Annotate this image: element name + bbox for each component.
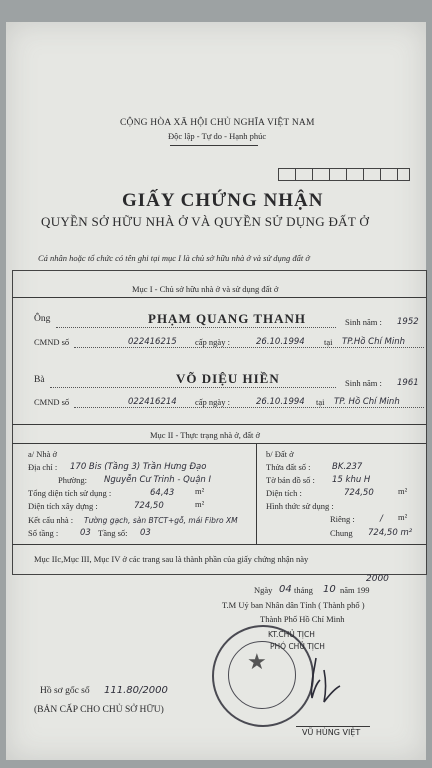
land-map-label: Tờ bản đồ số : <box>266 475 315 485</box>
land-private: / <box>380 514 383 524</box>
motto-underline <box>170 145 258 146</box>
intro-text: Cá nhân hoặc tổ chức có tên ghi tại mục I là chủ sở hữu nhà ở và sử dụng đất ở <box>38 253 310 263</box>
owner2-name: VÕ DIỆU HIỀN <box>176 371 280 386</box>
owner2-issued: 26.10.1994 <box>256 397 305 407</box>
house-structure: Tường gạch, sàn BTCT+gỗ, mái Fibro XM <box>84 516 238 525</box>
role-vice-chairman: PHÓ CHỦ TỊCH <box>270 642 325 651</box>
house-floor-area-label: Tổng diện tích sử dụng : <box>28 488 112 498</box>
owner2-id: 022416214 <box>128 397 177 407</box>
certificate-subtitle: QUYỀN SỞ HỮU NHÀ Ở VÀ QUYỀN SỬ DỤNG ĐẤT Ở <box>41 214 370 229</box>
owner2-birth-year: 1961 <box>397 378 419 388</box>
section2-column-divider <box>256 443 257 544</box>
owner1-name: PHẠM QUANG THANH <box>148 311 307 326</box>
committee-name: T.M Uỷ ban Nhân dân Tỉnh ( Thành phố ) <box>222 600 365 610</box>
owner2-prefix: Bà <box>34 375 45 385</box>
section2-top-divider <box>12 424 426 425</box>
house-floors: 03 <box>80 528 91 538</box>
section1-divider <box>12 297 426 298</box>
role-vice-chairman-signing: KT.CHỦ TỊCH <box>268 630 315 639</box>
house-floor-no-label: Tầng số: <box>98 528 128 538</box>
footer-note: Mục IIc,Mục III, Mục IV ở các trang sau là thành phần của giấy chứng nhận này <box>34 554 309 564</box>
section1-heading: Mục I - Chủ sở hữu nhà ở và sử dụng đất ở <box>132 284 279 294</box>
date-month: 10 <box>323 584 336 595</box>
house-ward-label: Phường: <box>58 475 87 485</box>
house-floor-area-unit: m² <box>195 486 205 496</box>
owner2-issued-label: cấp ngày : <box>195 397 230 407</box>
footer-divider <box>12 544 426 545</box>
house-build-area-label: Diện tích xây dựng : <box>28 501 98 511</box>
serial-number-boxes <box>278 168 410 181</box>
land-shared: 724,50 m² <box>368 528 413 538</box>
section2-heading: Mục II - Thực trạng nhà ở, đất ở <box>150 430 260 440</box>
official-seal: ★ <box>212 625 314 727</box>
handwritten-year: 2000 <box>366 574 389 584</box>
owner1-birth-year: 1952 <box>397 317 419 327</box>
house-floors-label: Số tầng : <box>28 528 59 538</box>
house-build-area-unit: m² <box>195 499 205 509</box>
signer-name: VŨ HÙNG VIỆT <box>302 728 361 737</box>
city-name: Thành Phố Hồ Chí Minh <box>260 614 345 624</box>
house-address: 170 Bis (Tầng 3) Trần Hưng Đạo <box>70 462 207 472</box>
house-floor-area: 64,43 <box>150 488 175 498</box>
republic-header: CỘNG HÒA XÃ HỘI CHỦ NGHĨA VIỆT NAM <box>120 118 315 128</box>
land-area: 724,50 <box>344 488 374 498</box>
owner2-place: TP. Hồ Chí Minh <box>334 397 400 407</box>
house-heading: a/ Nhà ở <box>28 449 58 459</box>
house-build-area: 724,50 <box>134 501 164 511</box>
land-plot-label: Thửa đất số : <box>266 462 311 472</box>
handwritten-signature <box>296 650 346 710</box>
date-month-label: tháng <box>294 585 313 595</box>
owner1-place: TP.Hồ Chí Minh <box>342 337 405 347</box>
land-map: 15 khu H <box>332 475 371 485</box>
land-private-label: Riêng : <box>330 514 355 524</box>
land-use-label: Hình thức sử dụng : <box>266 501 334 511</box>
land-private-unit: m² <box>398 512 408 522</box>
owner2-name-line <box>50 387 336 388</box>
motto: Độc lập - Tự do - Hạnh phúc <box>168 131 267 141</box>
certificate-title: GIẤY CHỨNG NHẬN <box>122 190 324 211</box>
file-number-label: Hồ sơ gốc số <box>40 686 90 696</box>
owner1-birth-label: Sinh năm : <box>345 317 382 327</box>
house-structure-label: Kết cấu nhà : <box>28 515 74 525</box>
house-floor-no: 03 <box>140 528 151 538</box>
land-heading: b/ Đất ở <box>266 449 294 459</box>
owner2-place-label: tại <box>316 397 325 407</box>
owner1-prefix: Ông <box>34 314 51 324</box>
owner2-id-line <box>74 407 424 408</box>
copy-note: (BẢN CẤP CHO CHỦ SỞ HỮU) <box>34 705 164 715</box>
land-area-unit: m² <box>398 486 408 496</box>
owner1-id-label: CMND số <box>34 337 70 347</box>
owner1-issued: 26.10.1994 <box>256 337 305 347</box>
date-day: 04 <box>279 584 292 595</box>
section2-divider <box>12 443 426 444</box>
house-ward: Nguyễn Cư Trinh - Quận I <box>104 475 212 485</box>
owner2-birth-label: Sinh năm : <box>345 378 382 388</box>
signer-line <box>296 726 370 727</box>
owner2-id-label: CMND số <box>34 397 70 407</box>
land-shared-label: Chung <box>330 528 353 538</box>
file-number: 111.80/2000 <box>104 685 168 696</box>
owner1-issued-label: cấp ngày : <box>195 337 230 347</box>
date-year-label: năm 199 <box>340 585 370 595</box>
owner1-name-line <box>56 327 336 328</box>
house-address-label: Địa chỉ : <box>28 462 58 472</box>
land-area-label: Diện tích : <box>266 488 302 498</box>
owner1-id: 022416215 <box>128 337 177 347</box>
owner1-place-label: tại <box>324 337 333 347</box>
land-plot: BK.237 <box>332 462 363 472</box>
date-prefix: Ngày <box>254 585 273 595</box>
owner1-id-line <box>74 347 424 348</box>
